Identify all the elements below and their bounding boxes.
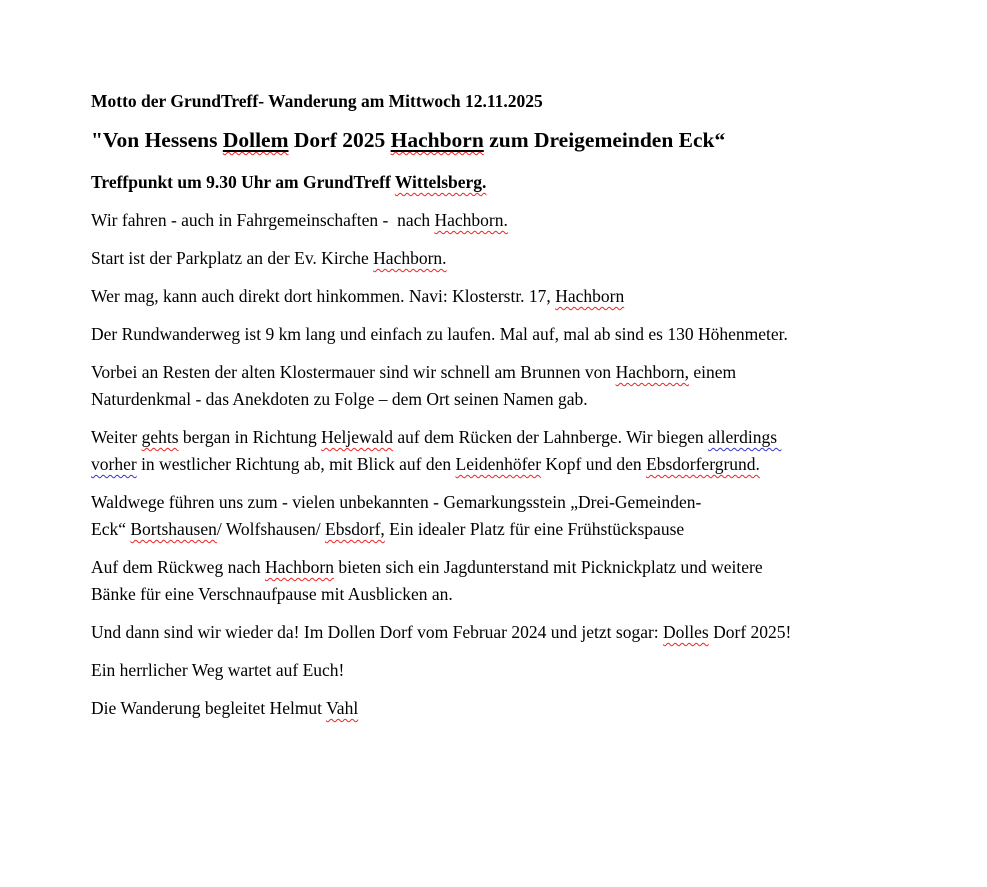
paragraph: Vorbei an Resten der alten Klostermauer sind wir schnell am Brunnen von Hachborn, einem Naturdenkmal - das Anekdoten zu Folge – dem Ort seinen Namen gab.	[91, 362, 737, 409]
spellcheck-error: Ebsdorf,	[325, 519, 385, 539]
paragraph: Motto der GrundTreff- Wanderung am Mittwoch 12.11.2025	[91, 91, 543, 111]
paragraph: Auf dem Rückweg nach Hachborn bieten sich ein Jagdunterstand mit Picknickplatz und weitere Bänke für eine Verschnaufpause mit Ausblicken an.	[91, 557, 763, 604]
grammar-error: vorher	[91, 454, 137, 474]
spellcheck-error: Ebsdorfergrund.	[646, 454, 760, 474]
spellcheck-error: Vahl	[326, 698, 359, 718]
spellcheck-error: Hachborn	[555, 286, 625, 306]
grammar-error: allerdings	[708, 427, 782, 447]
paragraph: "Von Hessens Dollem Dorf 2025 Hachborn zum Dreigemeinden Eck“	[91, 128, 726, 152]
paragraph: Der Rundwanderweg ist 9 km lang und einfach zu laufen. Mal auf, mal ab sind es 130 Höhenmeter.	[91, 324, 788, 344]
spellcheck-error: Bortshausen	[130, 519, 217, 539]
paragraph: Treffpunkt um 9.30 Uhr am GrundTreff Wittelsberg.	[91, 172, 487, 192]
underlined-text	[391, 128, 484, 152]
paragraph: Weiter gehts bergan in Richtung Heljewald auf dem Rücken der Lahnberge. Wir biegen allerdings vorher in westlicher Richtung ab, mit Blick auf den Leidenhöfer Kopf und den Ebsdorfergrund.	[91, 427, 782, 474]
spellcheck-error: Hachborn.	[373, 248, 447, 268]
spellcheck-error: gehts	[141, 427, 179, 447]
spellcheck-error: Hachborn	[390, 128, 484, 152]
paragraph: Ein herrlicher Weg wartet auf Euch!	[91, 660, 345, 680]
underlined-text	[223, 128, 289, 152]
spellcheck-error: Hachborn,	[615, 362, 689, 382]
paragraph: Wer mag, kann auch direkt dort hinkommen. Navi: Klosterstr. 17, Hachborn	[91, 286, 625, 306]
spellcheck-error: Heljewald	[321, 427, 394, 447]
spellcheck-error: Leidenhöfer	[455, 454, 542, 474]
paragraph: Waldwege führen uns zum - vielen unbekannten - Gemarkungsstein „Drei-Gemeinden- Eck“ Bortshausen/ Wolfshausen/ Ebsdorf, Ein idealer Platz für eine Frühstückspause	[91, 492, 702, 539]
spellcheck-error: Dollem	[222, 128, 289, 152]
paragraph: Wir fahren - auch in Fahrgemeinschaften - nach Hachborn.	[91, 210, 508, 230]
paragraph: Und dann sind wir wieder da! Im Dollen Dorf vom Februar 2024 und jetzt sogar: Dolles Dorf 2025!	[91, 622, 792, 642]
spellcheck-error: Wittelsberg.	[394, 172, 487, 192]
spellcheck-error: Hachborn	[264, 557, 334, 577]
paragraph: Die Wanderung begleitet Helmut Vahl	[91, 698, 359, 718]
document-body	[91, 88, 947, 722]
spellcheck-error: Dolles	[663, 622, 709, 642]
paragraph: Start ist der Parkplatz an der Ev. Kirche Hachborn.	[91, 248, 447, 268]
spellcheck-error: Hachborn.	[434, 210, 508, 230]
